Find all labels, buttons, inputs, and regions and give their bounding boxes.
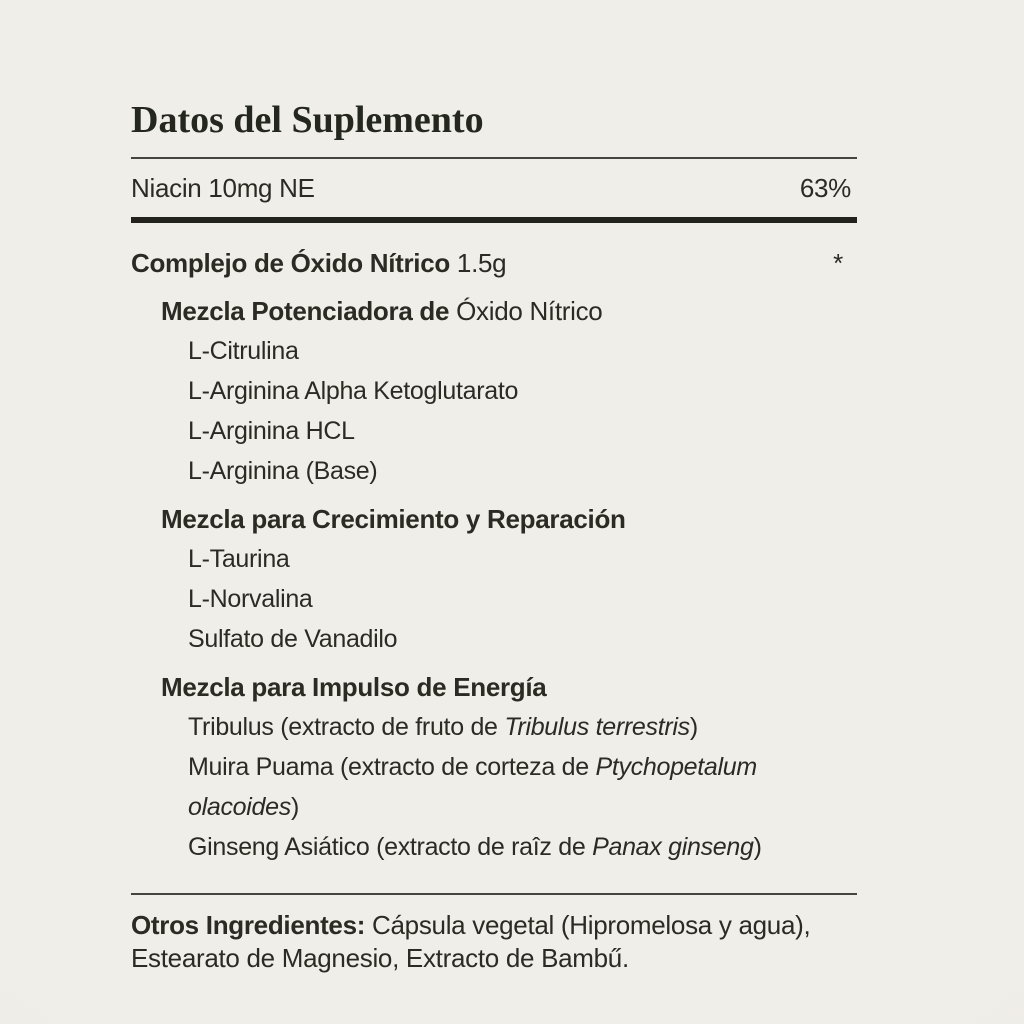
other-ingredients <box>131 909 857 975</box>
footnote-asterisk: * <box>833 248 843 278</box>
complex-name: Complejo de Óxido Nítrico <box>131 248 450 278</box>
nutrient-daily-value: 63% <box>799 173 851 203</box>
blend-item <box>188 827 857 867</box>
blend-item-latin-name: Tribulus terrestris <box>504 713 690 741</box>
blend-item <box>188 331 857 371</box>
other-ingredients-label: Otros Ingredientes: <box>131 910 366 940</box>
other-ingredients-text: Cápsula vegetal (Hipromelosa y agua), Estearato de Magnesio, Extracto de Bambű. <box>131 910 811 973</box>
nutrient-name: Niacin 10mg NE <box>131 173 315 203</box>
blend-item-suffix: ) <box>689 713 698 741</box>
blend-item-suffix: ) <box>290 793 299 821</box>
blend-item-name: L-Arginina HCL <box>188 417 355 445</box>
divider-thin-top <box>131 157 857 159</box>
blend-item <box>188 539 857 579</box>
blend-heading <box>161 499 857 539</box>
blend-item-name: L-Taurina <box>188 545 290 573</box>
blend-item <box>188 707 857 747</box>
blend-heading-bold: Mezcla para Crecimiento y Reparación <box>161 504 626 534</box>
blend-item-name: L-Norvalina <box>188 585 313 613</box>
divider-thin-bottom <box>131 893 857 895</box>
blend-item-name: Tribulus (extracto de fruto de <box>188 713 505 741</box>
blend-heading <box>161 291 857 331</box>
blend-item-name: Sulfato de Vanadilo <box>188 625 398 653</box>
blend-item-name: L-Arginina (Base) <box>188 457 378 485</box>
nutrient-row <box>131 171 857 205</box>
blend-list <box>131 291 857 867</box>
complex-amount-spacer <box>450 248 457 278</box>
blend-item <box>188 619 857 659</box>
blend-heading <box>161 667 857 707</box>
complex-row <box>131 243 857 283</box>
supplement-facts-panel <box>131 100 857 975</box>
panel-title: Datos del Suplemento <box>131 99 484 141</box>
blend-item-name: Ginseng Asiático (extracto de raîz de <box>188 833 593 861</box>
blend-item <box>188 451 857 491</box>
blend-item-name: L-Arginina Alpha Ketoglutarato <box>188 377 519 405</box>
blend-item <box>188 579 857 619</box>
complex-amount: 1.5g <box>456 248 507 278</box>
blend-item <box>188 371 857 411</box>
blend-heading-bold: Mezcla para Impulso de Energía <box>161 672 547 702</box>
divider-thick <box>131 217 857 223</box>
blend-item-latin-name: Panax ginseng <box>592 833 754 861</box>
blend-item-name: L-Citrulina <box>188 337 299 365</box>
blend-item-name: Muira Puama (extracto de corteza de <box>188 753 596 781</box>
blend-heading-bold: Mezcla Potenciadora de <box>161 296 450 326</box>
blend-item <box>188 747 857 827</box>
blend-item <box>188 411 857 451</box>
blend-item-latin-name: Ptychopetalum olacoides <box>188 753 757 821</box>
complex-name-amount <box>131 243 506 283</box>
blend-heading-rest: Óxido Nítrico <box>449 296 603 326</box>
blend-item-suffix: ) <box>753 833 762 861</box>
